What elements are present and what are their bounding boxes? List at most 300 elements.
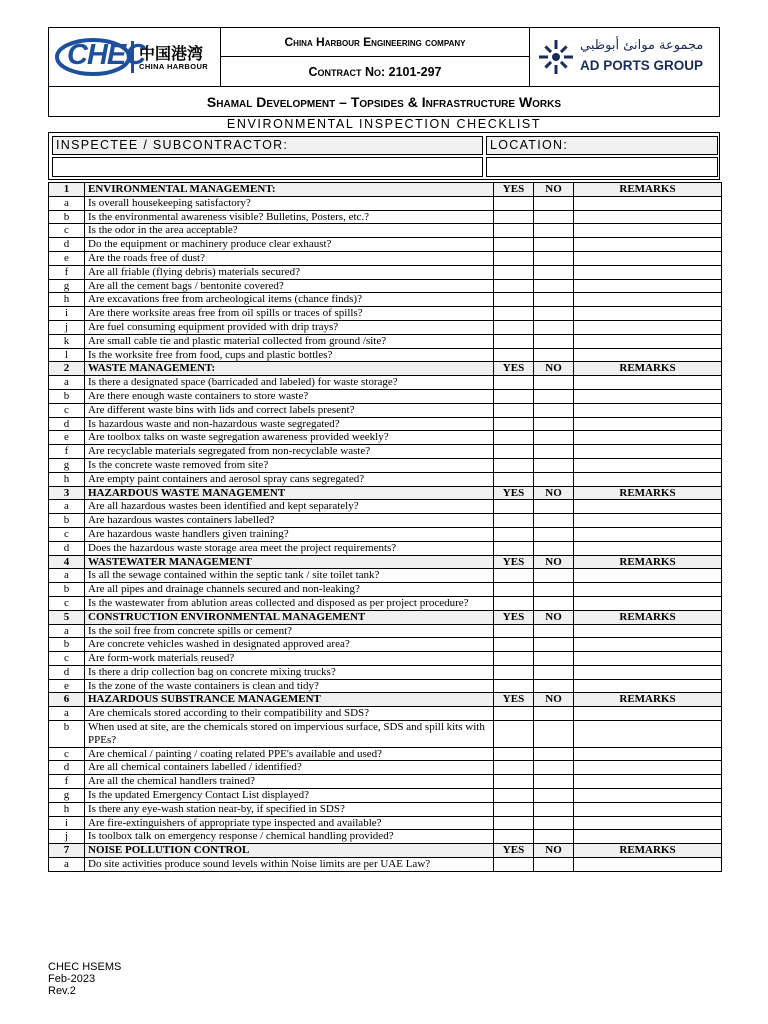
no-checkbox-cell[interactable] [534, 293, 574, 307]
checklist-item-row [49, 775, 722, 789]
yes-column-header: YES [494, 362, 534, 376]
remarks-field[interactable] [574, 541, 722, 555]
remarks-field[interactable] [574, 307, 722, 321]
remarks-field[interactable] [574, 445, 722, 459]
item-question: Are small cable tie and plastic material collected from ground /site? [85, 334, 494, 348]
yes-checkbox-cell[interactable] [494, 196, 534, 210]
no-checkbox-cell[interactable] [534, 583, 574, 597]
checklist-item-row [49, 652, 722, 666]
checklist-item-row [49, 279, 722, 293]
item-letter: i [49, 307, 85, 321]
item-question: Is the soil free from concrete spills or cement? [85, 624, 494, 638]
yes-column-header: YES [494, 183, 534, 197]
remarks-field[interactable] [574, 279, 722, 293]
remarks-field[interactable] [574, 830, 722, 844]
checklist-item-row [49, 527, 722, 541]
yes-checkbox-cell[interactable] [494, 665, 534, 679]
item-question: Does the hazardous waste storage area meet the project requirements? [85, 541, 494, 555]
inspectee-label: INSPECTEE / SUBCONTRACTOR: [52, 136, 483, 155]
remarks-field[interactable] [574, 334, 722, 348]
chec-chinese-name: 中国港湾 [139, 44, 204, 63]
yes-checkbox-cell[interactable] [494, 747, 534, 761]
yes-checkbox-cell[interactable] [494, 472, 534, 486]
checklist-item-row [49, 638, 722, 652]
item-letter: e [49, 431, 85, 445]
item-question: Are empty paint containers and aerosol spray cans segregated? [85, 472, 494, 486]
yes-column-header: YES [494, 844, 534, 858]
item-letter: g [49, 279, 85, 293]
item-question: Are fuel consuming equipment provided with drip trays? [85, 320, 494, 334]
item-question: Are all friable (flying debris) materials secured? [85, 265, 494, 279]
no-checkbox-cell[interactable] [534, 596, 574, 610]
yes-checkbox-cell[interactable] [494, 830, 534, 844]
no-checkbox-cell[interactable] [534, 472, 574, 486]
remarks-field[interactable] [574, 238, 722, 252]
remarks-field[interactable] [574, 747, 722, 761]
ad-ports-arabic-name: مجموعة موانئ أبوظبي [580, 38, 704, 53]
checklist-item-row [49, 665, 722, 679]
checklist-item-row [49, 514, 722, 528]
no-checkbox-cell[interactable] [534, 196, 574, 210]
checklist-item-row [49, 707, 722, 721]
checklist-item-row [49, 334, 722, 348]
no-checkbox-cell[interactable] [534, 307, 574, 321]
item-letter: i [49, 816, 85, 830]
item-question: Do site activities produce sound levels within Noise limits are per UAE Law? [85, 858, 494, 872]
no-column-header: NO [534, 610, 574, 624]
no-checkbox-cell[interactable] [534, 224, 574, 238]
section-number: 7 [49, 844, 85, 858]
remarks-field[interactable] [574, 514, 722, 528]
yes-checkbox-cell[interactable] [494, 679, 534, 693]
yes-checkbox-cell[interactable] [494, 224, 534, 238]
item-letter: a [49, 196, 85, 210]
checklist-item-row [49, 830, 722, 844]
checklist-item-row [49, 569, 722, 583]
item-question: Is the updated Emergency Contact List displayed? [85, 789, 494, 803]
remarks-field[interactable] [574, 224, 722, 238]
checklist-item-row [49, 210, 722, 224]
item-question: Is there any eye-wash station near-by, if specified in SDS? [85, 802, 494, 816]
remarks-field[interactable] [574, 761, 722, 775]
remarks-field[interactable] [574, 569, 722, 583]
no-checkbox-cell[interactable] [534, 665, 574, 679]
item-question: Are hazardous waste handlers given training? [85, 527, 494, 541]
no-checkbox-cell[interactable] [534, 858, 574, 872]
no-checkbox-cell[interactable] [534, 458, 574, 472]
yes-checkbox-cell[interactable] [494, 514, 534, 528]
remarks-field[interactable] [574, 624, 722, 638]
no-checkbox-cell[interactable] [534, 389, 574, 403]
item-letter: f [49, 445, 85, 459]
item-letter: e [49, 679, 85, 693]
company-name: China Harbour Engineering company [284, 35, 466, 49]
checklist-item-row [49, 238, 722, 252]
checklist-item-row [49, 802, 722, 816]
yes-checkbox-cell[interactable] [494, 761, 534, 775]
remarks-column-header: REMARKS [574, 362, 722, 376]
remarks-field[interactable] [574, 652, 722, 666]
checklist-item-row [49, 624, 722, 638]
yes-checkbox-cell[interactable] [494, 583, 534, 597]
no-checkbox-cell[interactable] [534, 500, 574, 514]
no-checkbox-cell[interactable] [534, 445, 574, 459]
item-letter: f [49, 265, 85, 279]
item-letter: d [49, 238, 85, 252]
yes-checkbox-cell[interactable] [494, 596, 534, 610]
no-checkbox-cell[interactable] [534, 279, 574, 293]
no-column-header: NO [534, 183, 574, 197]
remarks-field[interactable] [574, 679, 722, 693]
checklist-item-row [49, 747, 722, 761]
yes-column-header: YES [494, 610, 534, 624]
yes-checkbox-cell[interactable] [494, 210, 534, 224]
item-letter: g [49, 789, 85, 803]
ad-ports-logo [536, 36, 714, 78]
remarks-field[interactable] [574, 403, 722, 417]
chec-english-name: CHINA HARBOUR [139, 62, 209, 71]
section-title: WASTEWATER MANAGEMENT [85, 555, 494, 569]
item-question: Are chemical / painting / coating related PPE's available and used? [85, 747, 494, 761]
remarks-field[interactable] [574, 348, 722, 362]
no-checkbox-cell[interactable] [534, 251, 574, 265]
checklist-item-row [49, 789, 722, 803]
checklist-item-row [49, 417, 722, 431]
yes-checkbox-cell[interactable] [494, 279, 534, 293]
no-checkbox-cell[interactable] [534, 802, 574, 816]
no-column-header: NO [534, 486, 574, 500]
location-label: LOCATION: [486, 136, 718, 155]
item-question: Are the roads free of dust? [85, 251, 494, 265]
remarks-field[interactable] [574, 638, 722, 652]
yes-checkbox-cell[interactable] [494, 624, 534, 638]
yes-checkbox-cell[interactable] [494, 389, 534, 403]
item-question: Is the concrete waste removed from site? [85, 458, 494, 472]
project-title: Shamal Development – Topsides & Infrastructure Works [206, 94, 562, 110]
remarks-field[interactable] [574, 210, 722, 224]
item-letter: d [49, 665, 85, 679]
checklist-item-row [49, 320, 722, 334]
item-question: Are all pipes and drainage channels secured and non-leaking? [85, 583, 494, 597]
section-number: 4 [49, 555, 85, 569]
remarks-field[interactable] [574, 802, 722, 816]
remarks-field[interactable] [574, 596, 722, 610]
item-letter: c [49, 652, 85, 666]
checklist-item-row [49, 472, 722, 486]
no-checkbox-cell[interactable] [534, 210, 574, 224]
item-letter: b [49, 514, 85, 528]
yes-checkbox-cell[interactable] [494, 348, 534, 362]
inspectee-field[interactable] [52, 157, 483, 177]
section-header-row [49, 183, 722, 197]
item-question: Are all the cement bags / bentonite covered? [85, 279, 494, 293]
checklist-item-row [49, 251, 722, 265]
checklist-item-row [49, 224, 722, 238]
remarks-field[interactable] [574, 431, 722, 445]
yes-checkbox-cell[interactable] [494, 458, 534, 472]
item-letter: h [49, 802, 85, 816]
checklist-table [48, 182, 722, 872]
yes-checkbox-cell[interactable] [494, 376, 534, 390]
item-letter: c [49, 747, 85, 761]
item-letter: a [49, 858, 85, 872]
section-header-row [49, 555, 722, 569]
footer-revision: Rev.2 [48, 985, 76, 997]
remarks-column-header: REMARKS [574, 183, 722, 197]
yes-checkbox-cell[interactable] [494, 251, 534, 265]
item-question: Are recyclable materials segregated from non-recyclable waste? [85, 445, 494, 459]
yes-checkbox-cell[interactable] [494, 417, 534, 431]
yes-checkbox-cell[interactable] [494, 293, 534, 307]
checklist-item-row [49, 596, 722, 610]
section-title: HAZARDOUS WASTE MANAGEMENT [85, 486, 494, 500]
yes-checkbox-cell[interactable] [494, 334, 534, 348]
section-title: WASTE MANAGEMENT: [85, 362, 494, 376]
yes-checkbox-cell[interactable] [494, 569, 534, 583]
item-question: Is all the sewage contained within the septic tank / site toilet tank? [85, 569, 494, 583]
yes-checkbox-cell[interactable] [494, 789, 534, 803]
section-number: 1 [49, 183, 85, 197]
item-question: When used at site, are the chemicals stored on impervious surface, SDS and spill kits with PPEs? [85, 721, 494, 748]
no-column-header: NO [534, 693, 574, 707]
checklist-item-row [49, 721, 722, 748]
remarks-field[interactable] [574, 389, 722, 403]
item-letter: f [49, 775, 85, 789]
yes-column-header: YES [494, 555, 534, 569]
no-checkbox-cell[interactable] [534, 403, 574, 417]
no-checkbox-cell[interactable] [534, 652, 574, 666]
document-footer [48, 961, 121, 997]
no-checkbox-cell[interactable] [534, 761, 574, 775]
item-letter: a [49, 569, 85, 583]
no-checkbox-cell[interactable] [534, 789, 574, 803]
no-checkbox-cell[interactable] [534, 265, 574, 279]
item-letter: c [49, 403, 85, 417]
yes-checkbox-cell[interactable] [494, 500, 534, 514]
remarks-field[interactable] [574, 775, 722, 789]
item-letter: c [49, 596, 85, 610]
no-checkbox-cell[interactable] [534, 816, 574, 830]
item-question: Are all chemical containers labelled / identified? [85, 761, 494, 775]
checklist-item-row [49, 293, 722, 307]
remarks-column-header: REMARKS [574, 610, 722, 624]
remarks-field[interactable] [574, 789, 722, 803]
no-checkbox-cell[interactable] [534, 514, 574, 528]
section-title: NOISE POLLUTION CONTROL [85, 844, 494, 858]
yes-checkbox-cell[interactable] [494, 707, 534, 721]
no-checkbox-cell[interactable] [534, 320, 574, 334]
yes-checkbox-cell[interactable] [494, 775, 534, 789]
no-checkbox-cell[interactable] [534, 707, 574, 721]
section-header-row [49, 362, 722, 376]
item-letter: d [49, 541, 85, 555]
footer-date: Feb-2023 [48, 973, 96, 985]
item-question: Is there a drip collection bag on concrete mixing trucks? [85, 665, 494, 679]
item-letter: a [49, 376, 85, 390]
section-header-row [49, 844, 722, 858]
item-question: Are there enough waste containers to store waste? [85, 389, 494, 403]
remarks-column-header: REMARKS [574, 844, 722, 858]
remarks-field[interactable] [574, 472, 722, 486]
item-question: Are fire-extinguishers of appropriate type inspected and available? [85, 816, 494, 830]
item-question: Are toolbox talks on waste segregation awareness provided weekly? [85, 431, 494, 445]
checklist-item-row [49, 583, 722, 597]
no-checkbox-cell[interactable] [534, 431, 574, 445]
remarks-field[interactable] [574, 707, 722, 721]
checklist-item-row [49, 500, 722, 514]
section-header-row [49, 693, 722, 707]
remarks-field[interactable] [574, 500, 722, 514]
no-column-header: NO [534, 362, 574, 376]
item-question: Is overall housekeeping satisfactory? [85, 196, 494, 210]
yes-checkbox-cell[interactable] [494, 858, 534, 872]
yes-checkbox-cell[interactable] [494, 307, 534, 321]
remarks-field[interactable] [574, 251, 722, 265]
no-checkbox-cell[interactable] [534, 638, 574, 652]
chec-logo [55, 37, 215, 77]
item-letter: k [49, 334, 85, 348]
item-question: Is the wastewater from ablution areas collected and disposed as per project procedure? [85, 596, 494, 610]
no-checkbox-cell[interactable] [534, 747, 574, 761]
item-question: Do the equipment or machinery produce clear exhaust? [85, 238, 494, 252]
remarks-field[interactable] [574, 376, 722, 390]
item-question: Is hazardous waste and non-hazardous waste segregated? [85, 417, 494, 431]
remarks-field[interactable] [574, 293, 722, 307]
remarks-field[interactable] [574, 721, 722, 748]
item-question: Are chemicals stored according to their compatibility and SDS? [85, 707, 494, 721]
remarks-column-header: REMARKS [574, 486, 722, 500]
chec-mark: CHEC [67, 39, 146, 71]
no-checkbox-cell[interactable] [534, 527, 574, 541]
remarks-field[interactable] [574, 417, 722, 431]
item-question: Is the zone of the waste containers is clean and tidy? [85, 679, 494, 693]
yes-checkbox-cell[interactable] [494, 238, 534, 252]
yes-checkbox-cell[interactable] [494, 431, 534, 445]
remarks-field[interactable] [574, 816, 722, 830]
no-checkbox-cell[interactable] [534, 679, 574, 693]
item-question: Are concrete vehicles washed in designated approved area? [85, 638, 494, 652]
checklist-item-row [49, 307, 722, 321]
checklist-item-row [49, 403, 722, 417]
item-letter: c [49, 224, 85, 238]
section-header-row [49, 486, 722, 500]
item-letter: d [49, 417, 85, 431]
remarks-field[interactable] [574, 858, 722, 872]
no-column-header: NO [534, 555, 574, 569]
section-number: 3 [49, 486, 85, 500]
yes-checkbox-cell[interactable] [494, 403, 534, 417]
chec-logo-cell [49, 28, 221, 86]
ad-ports-logo-cell [529, 28, 719, 86]
yes-checkbox-cell[interactable] [494, 320, 534, 334]
item-letter: l [49, 348, 85, 362]
yes-checkbox-cell[interactable] [494, 541, 534, 555]
yes-checkbox-cell[interactable] [494, 638, 534, 652]
form-title: ENVIRONMENTAL INSPECTION CHECKLIST [226, 117, 542, 131]
item-letter: d [49, 761, 85, 775]
no-checkbox-cell[interactable] [534, 376, 574, 390]
yes-checkbox-cell[interactable] [494, 721, 534, 748]
item-letter: h [49, 472, 85, 486]
item-question: Are all hazardous wastes been identified and kept separately? [85, 500, 494, 514]
remarks-field[interactable] [574, 458, 722, 472]
yes-checkbox-cell[interactable] [494, 802, 534, 816]
section-number: 2 [49, 362, 85, 376]
no-checkbox-cell[interactable] [534, 541, 574, 555]
checklist-item-row [49, 389, 722, 403]
item-question: Is there a designated space (barricaded and labeled) for waste storage? [85, 376, 494, 390]
checklist-item-row [49, 445, 722, 459]
remarks-field[interactable] [574, 196, 722, 210]
remarks-field[interactable] [574, 527, 722, 541]
yes-column-header: YES [494, 486, 534, 500]
yes-checkbox-cell[interactable] [494, 652, 534, 666]
section-title: ENVIRONMENTAL MANAGEMENT: [85, 183, 494, 197]
no-checkbox-cell[interactable] [534, 348, 574, 362]
no-checkbox-cell[interactable] [534, 721, 574, 748]
item-question: Are there worksite areas free from oil spills or traces of spills? [85, 307, 494, 321]
checklist-item-row [49, 376, 722, 390]
inspection-info-box [48, 132, 720, 180]
no-column-header: NO [534, 844, 574, 858]
item-letter: j [49, 320, 85, 334]
section-number: 5 [49, 610, 85, 624]
remarks-field[interactable] [574, 583, 722, 597]
item-question: Is the odor in the area acceptable? [85, 224, 494, 238]
no-checkbox-cell[interactable] [534, 569, 574, 583]
item-letter: g [49, 458, 85, 472]
yes-column-header: YES [494, 693, 534, 707]
item-letter: c [49, 527, 85, 541]
item-question: Are different waste bins with lids and correct labels present? [85, 403, 494, 417]
remarks-field[interactable] [574, 265, 722, 279]
checklist-item-row [49, 431, 722, 445]
no-checkbox-cell[interactable] [534, 624, 574, 638]
item-letter: b [49, 721, 85, 748]
no-checkbox-cell[interactable] [534, 775, 574, 789]
item-letter: a [49, 500, 85, 514]
yes-checkbox-cell[interactable] [494, 816, 534, 830]
section-title: HAZARDOUS SUBSTRANCE MANAGEMENT [85, 693, 494, 707]
remarks-field[interactable] [574, 665, 722, 679]
checklist-item-row [49, 858, 722, 872]
document-header [48, 27, 720, 117]
yes-checkbox-cell[interactable] [494, 527, 534, 541]
yes-checkbox-cell[interactable] [494, 445, 534, 459]
remarks-column-header: REMARKS [574, 693, 722, 707]
item-letter: a [49, 624, 85, 638]
yes-checkbox-cell[interactable] [494, 265, 534, 279]
no-checkbox-cell[interactable] [534, 238, 574, 252]
checklist-item-row [49, 761, 722, 775]
location-field[interactable] [486, 157, 718, 177]
remarks-field[interactable] [574, 320, 722, 334]
item-letter: a [49, 707, 85, 721]
item-question: Are excavations free from archeological items (chance finds)? [85, 293, 494, 307]
no-checkbox-cell[interactable] [534, 334, 574, 348]
no-checkbox-cell[interactable] [534, 830, 574, 844]
no-checkbox-cell[interactable] [534, 417, 574, 431]
item-question: Is toolbox talk on emergency response / chemical handling provided? [85, 830, 494, 844]
checklist-item-row [49, 816, 722, 830]
contract-number: Contract No: 2101-297 [308, 64, 442, 79]
item-question: Is the worksite free from food, cups and plastic bottles? [85, 348, 494, 362]
header-center [221, 28, 529, 86]
checklist-item-row [49, 541, 722, 555]
item-letter: h [49, 293, 85, 307]
item-question: Are hazardous wastes containers labelled? [85, 514, 494, 528]
checklist-item-row [49, 679, 722, 693]
